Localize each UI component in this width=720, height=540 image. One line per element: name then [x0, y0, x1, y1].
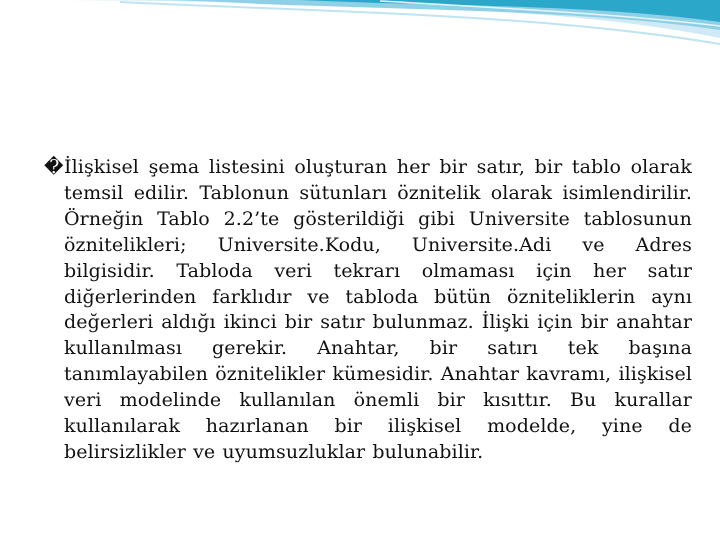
paragraph-text: İlişkisel şema listesini oluşturan her bir satır, bir tablo olarak temsil edilir. Tablonun sütunları öznitelik olarak isimlendirilir. Örneğin Tablo 2.2’te gösterildiği gibi Universite tablosunun öznitelikleri; Universite.Kodu, Universite.Adi ve Adres bilgisidir. Tabloda veri tekrarı olmaması için her satır diğerlerinden farklıdır ve tabloda bütün özniteliklerin aynı değerleri aldığı ikinci bir satır bulunmaz. İlişki için bir anahtar kullanılması gerekir. Anahtar, bir satırı tek başına tanımlayabilen öznitelikler kümesidir. Anahtar kavramı, ilişkisel veri modelinde kullanılan önemli bir kısıttır. Bu kurallar kullanılarak hazırlanan bir ilişkisel modelde, yine de belirsizlikler ve uyumsuzluklar bulunabilir.: [64, 156, 692, 463]
bullet-marker: �: [44, 156, 64, 178]
header-swoosh-decoration: [0, 0, 720, 90]
body-paragraph: [44, 155, 692, 466]
